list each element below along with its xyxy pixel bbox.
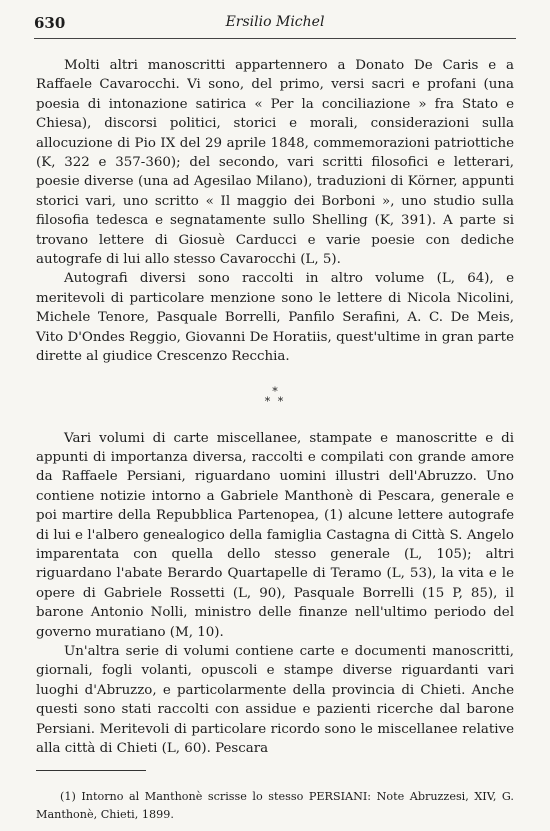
separator-stars-bottom: * * [264,394,286,408]
footnote-rule [36,770,146,771]
paragraph-manuscripts: Molti altri manoscritti appartennero a Donato De Caris e a Raffaele Cavarocchi. Vi sono, del primo, versi sacri e profani (una poesia di intonazione satirica « Per la conciliazione » fra Stato e Chiesa), discorsi politici, storici e morali, considerazioni sulla allocuzione di Pio IX del 29 aprile 1848, commemorazioni patriottiche (K, 322 e 357-360); del secondo, vari scritti filosofici e letterari, poesie diverse (una ad Agesilao Milano), traduzioni di Körner, appunti storici vari, uno scritto « Il maggio dei Borboni », uno studio sulla filosofia tedesca e segnatamente sullo Shelling (K, 391). A parte si trovano lettere di Giosuè Carducci e varie poesie con dediche autografe di lui allo stesso Cavarocchi (L, 5). [36,58,514,268]
running-head: Ersilio Michel [225,14,325,30]
page-number: 630 [34,14,66,32]
paragraph-autographs: Autografi diversi sono raccolti in altro volume (L, 64), e meritevoli di particolare menzione sono le lettere di Nicola Nicolini, Michele Tenore, Pasquale Borrelli, Panfilo Serafini, A. C. De Meis, Vito D'Ondes Reggio, Giovanni De Horatiis, quest'ultime in gran parte dirette al giudice Crescenzo Recchia. [36,271,514,365]
header-rule [34,38,516,39]
paragraph-abruzzo-series: Un'altra serie di volumi contiene carte e documenti manoscritti, giornali, fogli volanti, opuscoli e stampe diverse riguardanti vari luoghi d'Abruzzo, e particolarmente della provincia di Chieti. Anche questi sono stati raccolti con assidue e pazienti ricerche dal barone Persiani. Meritevoli di particolare ricordo sono le miscellanee relative alla città di Chieti (L, 60). Pescara [36,643,514,756]
separator-star-top: * [272,384,278,398]
body-text [36,56,514,758]
page-header [34,14,516,34]
paragraph-miscellanies: Vari volumi di carte miscellanee, stampate e manoscritte e di appunti di importanza diversa, raccolti e compilati con grande amore da Raffaele Persiani, riguardano uomini illustri dell'Abruzzo. Uno contiene notizie intorno a Gabriele Manthonè di Pescara, generale e poi martire della Repubblica Partenopea, (1) alcune lettere autografe di lui e l'albero genealogico della famiglia Castagna di Città S. Angelo imparentata con quella dello stesso generale (L, 105); altri riguardano l'abate Berardo Quartapelle di Teramo (L, 53), la vita e le opere di Gabriele Rossetti (L, 90), Pasquale Borrelli (15 P, 85), il barone Antonio Nolli, ministro delle finanze nell'ultimo periodo del governo muratiano (M, 10). [36,430,514,640]
footnote: (1) Intorno al Manthonè scrisse lo stesso PERSIANI: Note Abruzzesi, XIV, G. Manthonè, Chieti, 1899. [36,790,514,822]
section-separator [36,384,514,408]
